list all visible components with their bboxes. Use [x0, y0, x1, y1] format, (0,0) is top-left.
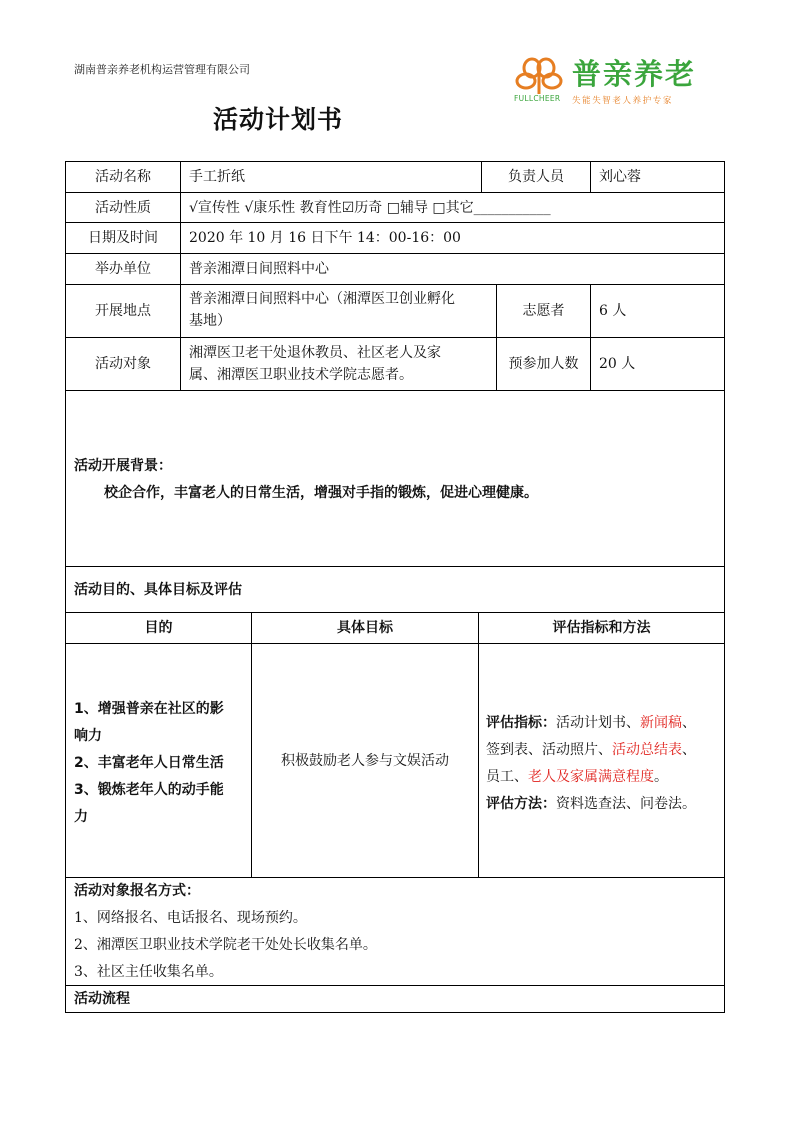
eval-text: 员工、 — [486, 769, 528, 785]
target-value — [181, 338, 496, 390]
purpose-line: 1、增强普亲在社区的影 — [74, 701, 224, 717]
purpose-list — [74, 696, 250, 831]
signup-item: 3、社区主任收集名单。 — [74, 964, 223, 980]
eval-line-1 — [486, 710, 724, 737]
eval-highlight: 老人及家属满意程度 — [528, 769, 654, 785]
host-value: 普亲湘潭日间照料中心 — [189, 261, 329, 277]
location-label: 开展地点 — [95, 303, 151, 319]
datetime-value: 2020 年 10 月 16 日下午 14：00-16：00 — [189, 230, 461, 246]
activity-nature-label: 活动性质 — [95, 199, 151, 216]
goals-section-title: 活动目的、具体目标及评估 — [74, 581, 242, 598]
expected-count-value: 20 人 — [599, 356, 636, 372]
target-label: 活动对象 — [95, 356, 151, 372]
purpose-line: 3、锻炼老年人的动手能 — [74, 782, 224, 798]
location-line-2: 基地） — [189, 313, 231, 329]
eval-text: 、 — [682, 742, 696, 758]
purpose-line: 响力 — [74, 728, 102, 744]
company-name: 湖南普亲养老机构运营管理有限公司 — [74, 63, 250, 76]
evaluation-block — [486, 710, 724, 818]
volunteer-value: 6 人 — [599, 303, 627, 319]
purpose-line: 力 — [74, 809, 88, 825]
eval-method-text: 资料选查法、问卷法。 — [556, 796, 696, 812]
signup-item: 1、网络报名、电话报名、现场预约。 — [74, 910, 307, 926]
expected-count-label: 预参加人数 — [508, 356, 579, 372]
owner-value: 刘心蓉 — [599, 169, 641, 185]
host-label: 举办单位 — [95, 261, 151, 277]
target-line-1: 湘潭医卫老干处退休教员、社区老人及家 — [189, 345, 441, 361]
eval-line-3 — [486, 764, 724, 791]
eval-text: 。 — [654, 769, 668, 785]
signup-list — [74, 905, 377, 986]
eval-highlight: 活动总结表 — [612, 742, 682, 758]
eval-text: 、 — [682, 715, 696, 731]
background-heading: 活动开展背景： — [74, 458, 172, 474]
col-target-header: 具体目标 — [337, 620, 393, 636]
logo-english-name: FULLCHEER — [514, 94, 561, 103]
logo-slogan: 失能失智老人养护专家 — [572, 96, 674, 106]
eval-text: 签到表、活动照片、 — [486, 742, 612, 758]
document-title: 活动计划书 — [213, 105, 344, 134]
eval-line-2 — [486, 737, 724, 764]
eval-indicator-label: 评估指标： — [486, 715, 556, 731]
owner-label: 负责人员 — [508, 169, 564, 185]
col-eval-header: 评估指标和方法 — [552, 620, 651, 636]
target-line-2: 属、湘潭医卫职业技术学院志愿者。 — [189, 367, 413, 383]
eval-method-label: 评估方法： — [486, 796, 556, 812]
activity-name-label: 活动名称 — [95, 169, 151, 185]
signup-heading: 活动对象报名方式： — [74, 883, 200, 899]
specific-target-text: 积极鼓励老人参与文娱活动 — [281, 752, 449, 769]
activity-name-value: 手工折纸 — [189, 169, 245, 185]
datetime-label: 日期及时间 — [88, 230, 158, 246]
signup-item: 2、湘潭医卫职业技术学院老干处处长收集名单。 — [74, 937, 377, 953]
location-value — [181, 285, 496, 337]
eval-text: 活动计划书、 — [556, 715, 640, 731]
volunteer-label: 志愿者 — [522, 303, 565, 319]
location-line-1: 普亲湘潭日间照料中心（湘潭医卫创业孵化 — [189, 291, 455, 307]
activity-nature-value: √宣传性 √康乐性 教育性☑历奇 □辅导 □其它___________ — [189, 199, 551, 216]
col-purpose-header: 目的 — [144, 620, 173, 636]
purpose-line: 2、丰富老年人日常生活 — [74, 755, 224, 771]
eval-highlight: 新闻稿 — [640, 715, 682, 731]
process-heading: 活动流程 — [74, 991, 130, 1007]
logo-chinese-name: 普亲养老 — [572, 57, 697, 91]
eval-line-4 — [486, 791, 724, 818]
background-text: 校企合作，丰富老人的日常生活，增强对手指的锻炼，促进心理健康。 — [104, 485, 538, 501]
